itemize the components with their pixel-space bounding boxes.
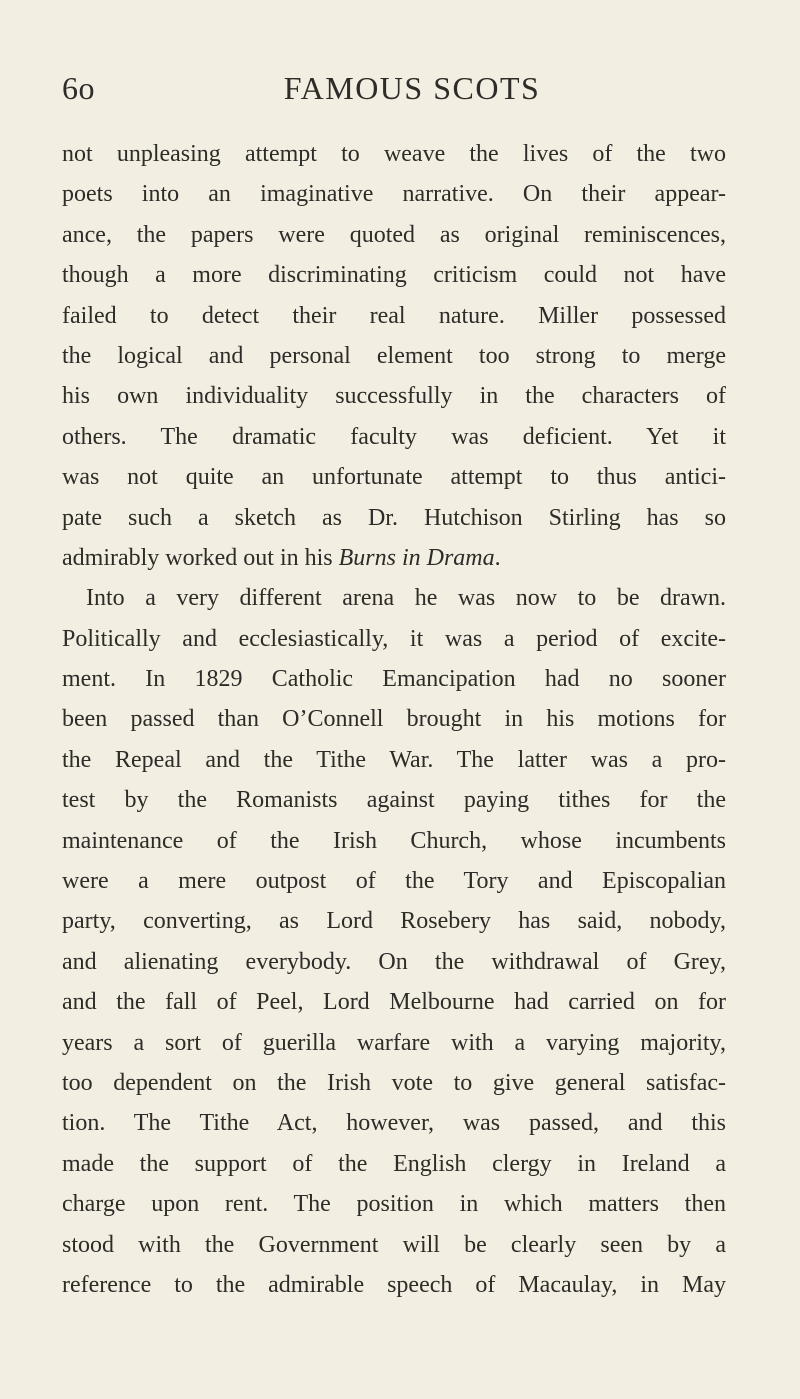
text-line: Into a very different arena he was now to be drawn. <box>86 585 726 612</box>
text-line <box>62 538 726 578</box>
page-number: 6o <box>62 70 95 106</box>
text-line: stood with the Government will be clearly seen by a <box>62 1231 726 1258</box>
text-line: tion. The Tithe Act, however, was passed, and this <box>62 1110 726 1137</box>
running-title: FAMOUS SCOTS <box>283 70 541 106</box>
text-line: years a sort of guerilla warfare with a varying majority, <box>62 1029 726 1056</box>
text-line: been passed than O’Connell brought in his motions for <box>62 706 726 733</box>
text-line: and the fall of Peel, Lord Melbourne had carried on for <box>62 989 726 1016</box>
text-line: ment. In 1829 Catholic Emancipation had no sooner <box>62 666 726 693</box>
text-line: was not quite an unfortunate attempt to thus antici- <box>62 464 726 491</box>
text-run: admirably worked out in his <box>62 544 339 571</box>
text-line: and alienating everybody. On the withdrawal of Grey, <box>62 948 726 975</box>
text-line: reference to the admirable speech of Macaulay, in May <box>62 1271 726 1298</box>
text-line: his own individuality successfully in the characters of <box>62 383 726 410</box>
text-line: pate such a sketch as Dr. Hutchison Stirling has so <box>62 504 726 531</box>
text-line: too dependent on the Irish vote to give general satisfac- <box>62 1069 726 1096</box>
text-line: maintenance of the Irish Church, whose incumbents <box>62 827 726 854</box>
text-line: not unpleasing attempt to weave the lives of the two <box>62 141 726 167</box>
book-title-italic: Burns in Drama <box>338 544 495 571</box>
text-line: others. The dramatic faculty was deficient. Yet it <box>62 423 726 450</box>
body-text <box>62 134 726 1305</box>
text-line: the Repeal and the Tithe War. The latter was a pro- <box>62 746 726 773</box>
text-line: Politically and ecclesiastically, it was a period of excite- <box>62 625 726 652</box>
text-line: test by the Romanists against paying tithes for the <box>62 787 726 814</box>
text-line: were a mere outpost of the Tory and Episcopalian <box>62 868 726 895</box>
text-line: failed to detect their real nature. Miller possessed <box>62 302 726 329</box>
text-line: poets into an imaginative narrative. On their appear- <box>62 181 726 208</box>
text-line: ance, the papers were quoted as original reminiscences, <box>62 221 726 248</box>
paragraph-1 <box>62 134 726 578</box>
text-line: made the support of the English clergy in Ireland a <box>62 1150 726 1177</box>
paragraph-2 <box>62 578 726 1305</box>
text-run: . <box>494 544 501 571</box>
text-line: though a more discriminating criticism could not have <box>62 262 726 289</box>
text-line: party, converting, as Lord Rosebery has said, nobody, <box>62 908 726 935</box>
text-line: charge upon rent. The position in which matters then <box>62 1191 726 1218</box>
text-line: the logical and personal element too strong to merge <box>62 342 726 369</box>
